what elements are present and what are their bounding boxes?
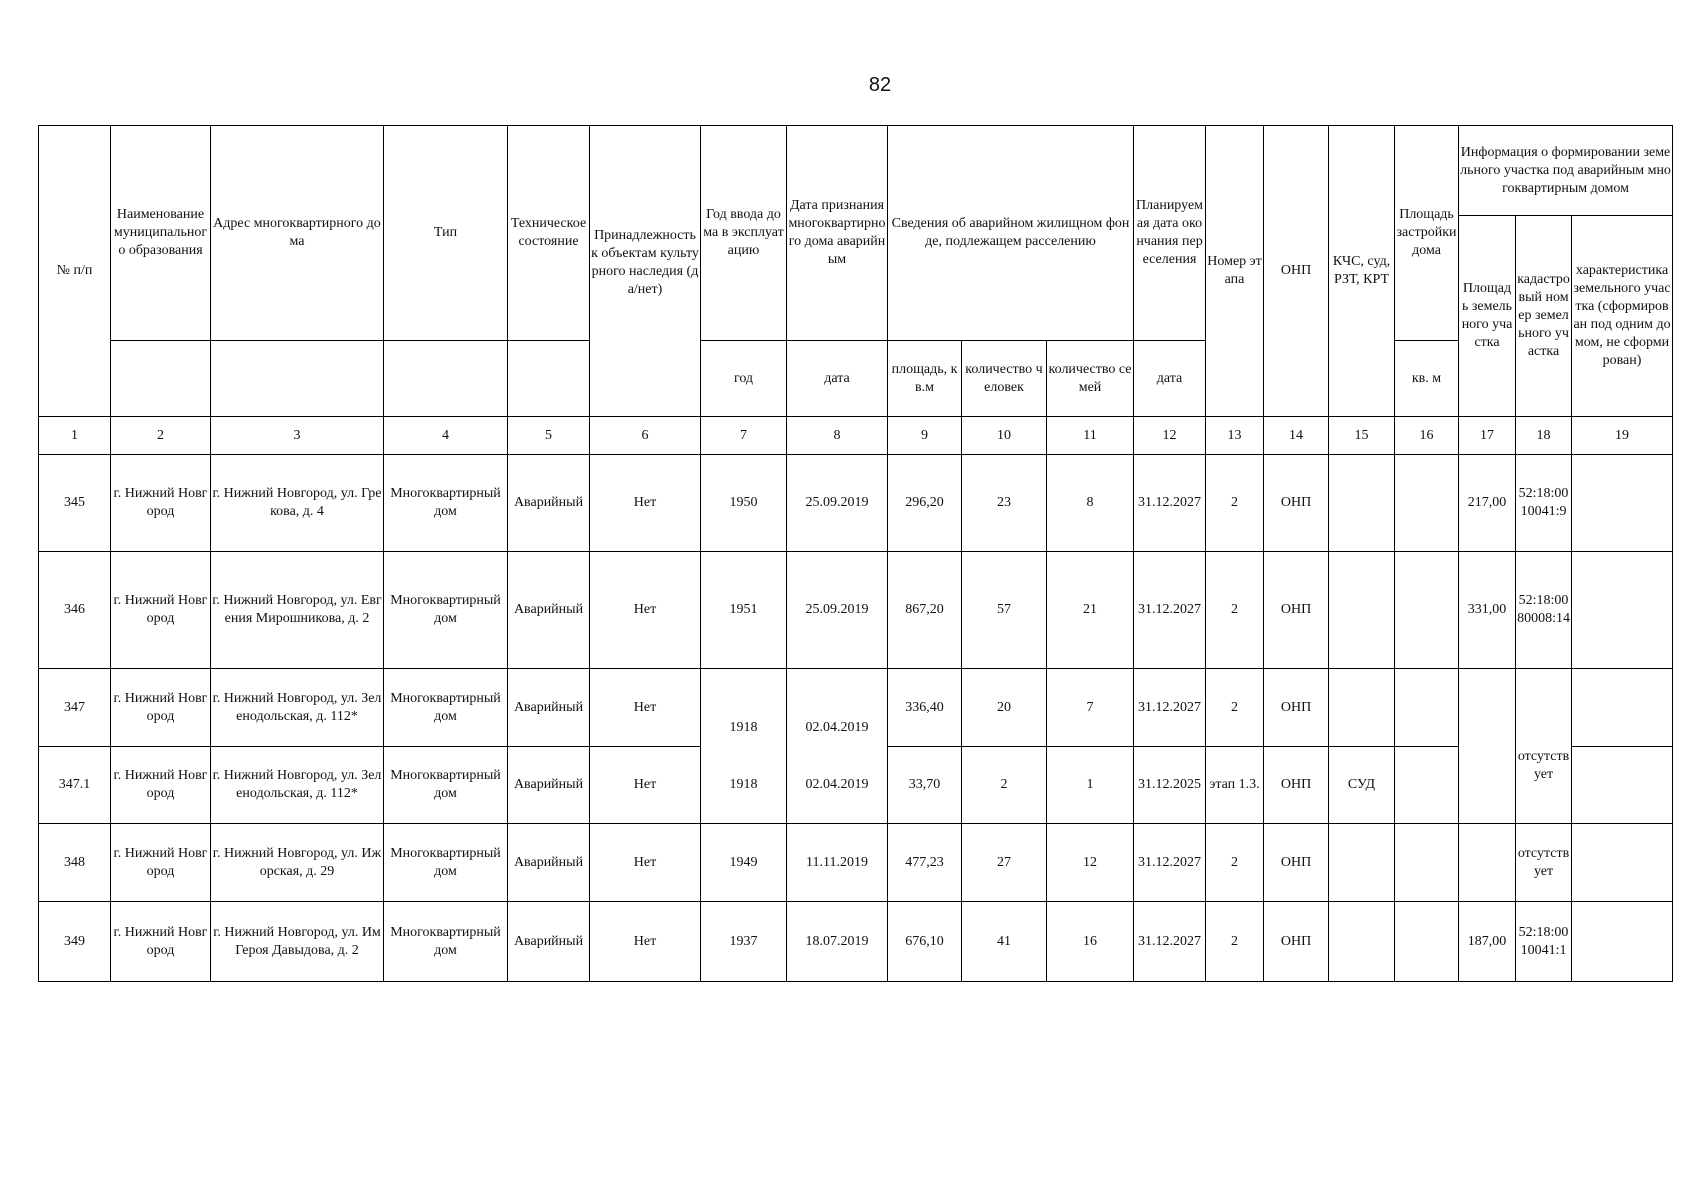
cell-date: 11.11.2019 xyxy=(787,824,888,902)
cell-onp: ОНП xyxy=(1264,747,1329,824)
header-planned-date: Планируемая дата окончания переселения xyxy=(1134,126,1206,341)
cell-onp: ОНП xyxy=(1264,669,1329,747)
cell-families: 1 xyxy=(1047,747,1134,824)
cell-onp: ОНП xyxy=(1264,824,1329,902)
table-row xyxy=(39,455,1673,552)
cell-onp: ОНП xyxy=(1264,455,1329,552)
cell-number: 348 xyxy=(39,824,111,902)
cell-area: 477,23 xyxy=(888,824,962,902)
cell-year: 1918 xyxy=(701,669,787,747)
cell-onp: ОНП xyxy=(1264,902,1329,982)
cell-plan-date: 31.12.2027 xyxy=(1134,824,1206,902)
cell-plan-date: 31.12.2027 xyxy=(1134,669,1206,747)
cell-kchs xyxy=(1329,552,1395,669)
cell-year: 1951 xyxy=(701,552,787,669)
cell-area: 336,40 xyxy=(888,669,962,747)
cell-plan-date: 31.12.2027 xyxy=(1134,902,1206,982)
cell-number: 345 xyxy=(39,455,111,552)
cell-heritage: Нет xyxy=(590,824,701,902)
header-heritage: Принадлежность к объектам культурного наследия (да/нет) xyxy=(590,126,701,417)
header-cadastral: кадастровый номер земельного участка xyxy=(1516,216,1572,417)
cell-kchs xyxy=(1329,455,1395,552)
table-row xyxy=(39,747,1673,824)
cell-municipality: г. Нижний Новгород xyxy=(111,455,211,552)
table-row xyxy=(39,824,1673,902)
cell-cadastral: отсутствует xyxy=(1516,824,1572,902)
cell-number: 346 xyxy=(39,552,111,669)
cell-type: Многоквартирный дом xyxy=(384,747,508,824)
cell-date: 25.09.2019 xyxy=(787,455,888,552)
cell-people: 20 xyxy=(962,669,1047,747)
cell-families: 8 xyxy=(1047,455,1134,552)
header-sub-3 xyxy=(211,341,384,417)
column-number: 5 xyxy=(508,417,590,455)
header-kchs: КЧС, суд, РЗТ, КРТ xyxy=(1329,126,1395,417)
cell-heritage: Нет xyxy=(590,455,701,552)
cell-heritage: Нет xyxy=(590,902,701,982)
cell-cadastral: 52:18:0010041:1 xyxy=(1516,902,1572,982)
cell-area: 296,20 xyxy=(888,455,962,552)
cell-land-area: 331,00 xyxy=(1459,552,1516,669)
column-number: 18 xyxy=(1516,417,1572,455)
cell-land-char xyxy=(1572,902,1673,982)
column-number: 14 xyxy=(1264,417,1329,455)
cell-people: 41 xyxy=(962,902,1047,982)
cell-year: 1918 xyxy=(701,747,787,824)
column-number: 19 xyxy=(1572,417,1673,455)
cell-people: 2 xyxy=(962,747,1047,824)
column-number: 11 xyxy=(1047,417,1134,455)
cell-families: 21 xyxy=(1047,552,1134,669)
header-sub-4 xyxy=(384,341,508,417)
header-build-area: Площадь застройки дома xyxy=(1395,126,1459,341)
table-row xyxy=(39,669,1673,747)
cell-land-char xyxy=(1572,747,1673,824)
cell-state: Аварийный xyxy=(508,747,590,824)
cell-number: 349 xyxy=(39,902,111,982)
cell-type: Многоквартирный дом xyxy=(384,902,508,982)
cell-land-char xyxy=(1572,669,1673,747)
cell-build-area xyxy=(1395,552,1459,669)
table-row xyxy=(39,552,1673,669)
header-number: № п/п xyxy=(39,126,111,417)
cell-heritage: Нет xyxy=(590,747,701,824)
header-tech-state: Техническое состояние xyxy=(508,126,590,341)
cell-number: 347 xyxy=(39,669,111,747)
cell-address: г. Нижний Новгород, ул. Им Героя Давыдова, д. 2 xyxy=(211,902,384,982)
cell-date: 25.09.2019 xyxy=(787,552,888,669)
column-number: 15 xyxy=(1329,417,1395,455)
cell-cadastral: отсутствует xyxy=(1516,669,1572,824)
cell-type: Многоквартирный дом xyxy=(384,669,508,747)
cell-municipality: г. Нижний Новгород xyxy=(111,747,211,824)
cell-stage: 2 xyxy=(1206,902,1264,982)
header-row-3 xyxy=(39,341,1673,417)
header-type: Тип xyxy=(384,126,508,341)
cell-build-area xyxy=(1395,747,1459,824)
cell-build-area xyxy=(1395,824,1459,902)
header-housing-info: Сведения об аварийном жилищном фонде, подлежащем расселению xyxy=(888,126,1134,341)
header-sub-people: количество человек xyxy=(962,341,1047,417)
cell-families: 12 xyxy=(1047,824,1134,902)
column-number: 12 xyxy=(1134,417,1206,455)
cell-type: Многоквартирный дом xyxy=(384,824,508,902)
cell-address: г. Нижний Новгород, ул. Ижорская, д. 29 xyxy=(211,824,384,902)
header-land-info: Информация о формировании земельного участка под аварийным многоквартирным домом xyxy=(1459,126,1673,216)
cell-land-area: 217,00 xyxy=(1459,455,1516,552)
cell-year: 1937 xyxy=(701,902,787,982)
cell-area: 676,10 xyxy=(888,902,962,982)
cell-stage: этап 1.3. xyxy=(1206,747,1264,824)
cell-kchs xyxy=(1329,902,1395,982)
cell-build-area xyxy=(1395,669,1459,747)
cell-land-char xyxy=(1572,455,1673,552)
cell-state: Аварийный xyxy=(508,455,590,552)
cell-type: Многоквартирный дом xyxy=(384,552,508,669)
cell-number: 347.1 xyxy=(39,747,111,824)
column-number: 3 xyxy=(211,417,384,455)
cell-land-char xyxy=(1572,552,1673,669)
cell-heritage: Нет xyxy=(590,552,701,669)
column-number: 16 xyxy=(1395,417,1459,455)
column-number: 8 xyxy=(787,417,888,455)
cell-area: 33,70 xyxy=(888,747,962,824)
cell-address: г. Нижний Новгород, ул. Евгения Мирошникова, д. 2 xyxy=(211,552,384,669)
header-sub-area: площадь, кв.м xyxy=(888,341,962,417)
header-sub-build-area: кв. м xyxy=(1395,341,1459,417)
cell-stage: 2 xyxy=(1206,455,1264,552)
column-number: 1 xyxy=(39,417,111,455)
cell-people: 27 xyxy=(962,824,1047,902)
cell-date: 02.04.2019 xyxy=(787,747,888,824)
cell-heritage: Нет xyxy=(590,669,701,747)
cell-cadastral: 52:18:0010041:9 xyxy=(1516,455,1572,552)
cell-kchs: СУД xyxy=(1329,747,1395,824)
column-number: 7 xyxy=(701,417,787,455)
column-number-row xyxy=(39,417,1673,455)
cell-stage: 2 xyxy=(1206,552,1264,669)
cell-state: Аварийный xyxy=(508,902,590,982)
cell-land-area xyxy=(1459,824,1516,902)
cell-state: Аварийный xyxy=(508,669,590,747)
header-stage: Номер этапа xyxy=(1206,126,1264,417)
cell-municipality: г. Нижний Новгород xyxy=(111,902,211,982)
cell-kchs xyxy=(1329,669,1395,747)
cell-land-area xyxy=(1459,669,1516,824)
header-land-area: Площадь земельного участка xyxy=(1459,216,1516,417)
cell-plan-date: 31.12.2027 xyxy=(1134,552,1206,669)
cell-address: г. Нижний Новгород, ул. Зеленодольская, д. 112* xyxy=(211,747,384,824)
column-number: 9 xyxy=(888,417,962,455)
cell-build-area xyxy=(1395,902,1459,982)
cell-year: 1950 xyxy=(701,455,787,552)
header-recognition-date: Дата признания многоквартирного дома аварийным xyxy=(787,126,888,341)
cell-build-area xyxy=(1395,455,1459,552)
header-municipality: Наименование муниципального образования xyxy=(111,126,211,341)
cell-date: 18.07.2019 xyxy=(787,902,888,982)
cell-municipality: г. Нижний Новгород xyxy=(111,669,211,747)
column-number: 17 xyxy=(1459,417,1516,455)
header-row-1 xyxy=(39,126,1673,216)
column-number: 10 xyxy=(962,417,1047,455)
cell-onp: ОНП xyxy=(1264,552,1329,669)
emergency-housing-table xyxy=(38,125,1673,982)
cell-cadastral: 52:18:0080008:14 xyxy=(1516,552,1572,669)
cell-plan-date: 31.12.2027 xyxy=(1134,455,1206,552)
header-sub-plan-date: дата xyxy=(1134,341,1206,417)
cell-state: Аварийный xyxy=(508,552,590,669)
cell-families: 16 xyxy=(1047,902,1134,982)
cell-date: 02.04.2019 xyxy=(787,669,888,747)
header-sub-families: количество семей xyxy=(1047,341,1134,417)
cell-municipality: г. Нижний Новгород xyxy=(111,824,211,902)
cell-address: г. Нижний Новгород, ул. Зеленодольская, д. 112* xyxy=(211,669,384,747)
cell-type: Многоквартирный дом xyxy=(384,455,508,552)
header-land-char: характеристика земельного участка (сформирован под одним домом, не сформирован) xyxy=(1572,216,1673,417)
cell-address: г. Нижний Новгород, ул. Грекова, д. 4 xyxy=(211,455,384,552)
column-number: 2 xyxy=(111,417,211,455)
header-sub-2 xyxy=(111,341,211,417)
cell-kchs xyxy=(1329,824,1395,902)
page-number: 82 xyxy=(868,74,892,96)
cell-municipality: г. Нижний Новгород xyxy=(111,552,211,669)
header-onp: ОНП xyxy=(1264,126,1329,417)
column-number: 4 xyxy=(384,417,508,455)
header-sub-5 xyxy=(508,341,590,417)
cell-people: 23 xyxy=(962,455,1047,552)
cell-land-area: 187,00 xyxy=(1459,902,1516,982)
cell-year: 1949 xyxy=(701,824,787,902)
column-number: 6 xyxy=(590,417,701,455)
cell-stage: 2 xyxy=(1206,824,1264,902)
cell-stage: 2 xyxy=(1206,669,1264,747)
cell-area: 867,20 xyxy=(888,552,962,669)
header-year-built: Год ввода дома в эксплуатацию xyxy=(701,126,787,341)
header-sub-date: дата xyxy=(787,341,888,417)
cell-people: 57 xyxy=(962,552,1047,669)
cell-state: Аварийный xyxy=(508,824,590,902)
table-row xyxy=(39,902,1673,982)
header-address: Адрес многоквартирного дома xyxy=(211,126,384,341)
column-number: 13 xyxy=(1206,417,1264,455)
header-sub-year: год xyxy=(701,341,787,417)
cell-land-char xyxy=(1572,824,1673,902)
cell-families: 7 xyxy=(1047,669,1134,747)
cell-plan-date: 31.12.2025 xyxy=(1134,747,1206,824)
